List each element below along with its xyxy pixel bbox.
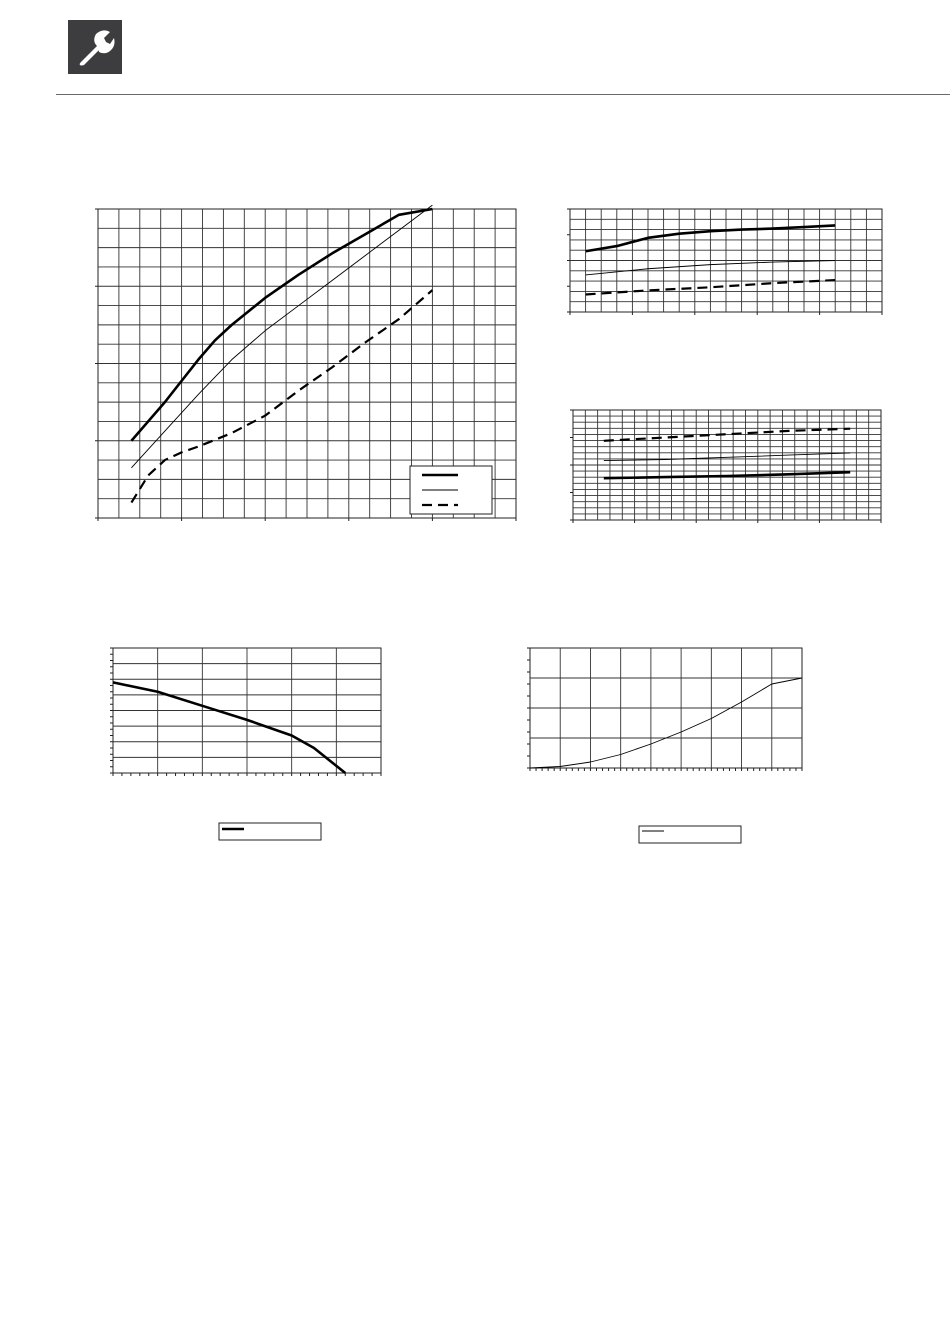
chart-bottom-right	[527, 648, 802, 843]
chart-top-right	[567, 209, 882, 315]
series-line-2	[604, 453, 850, 461]
chart-main	[95, 205, 516, 521]
series-line-3	[131, 290, 432, 502]
legend-box	[639, 826, 741, 843]
series-line-1	[530, 678, 802, 768]
chart-mid-right	[570, 410, 881, 523]
series-line-1	[113, 682, 345, 773]
series-line-2	[131, 205, 432, 468]
legend-box	[219, 823, 321, 840]
chart-bottom-left	[110, 648, 381, 840]
